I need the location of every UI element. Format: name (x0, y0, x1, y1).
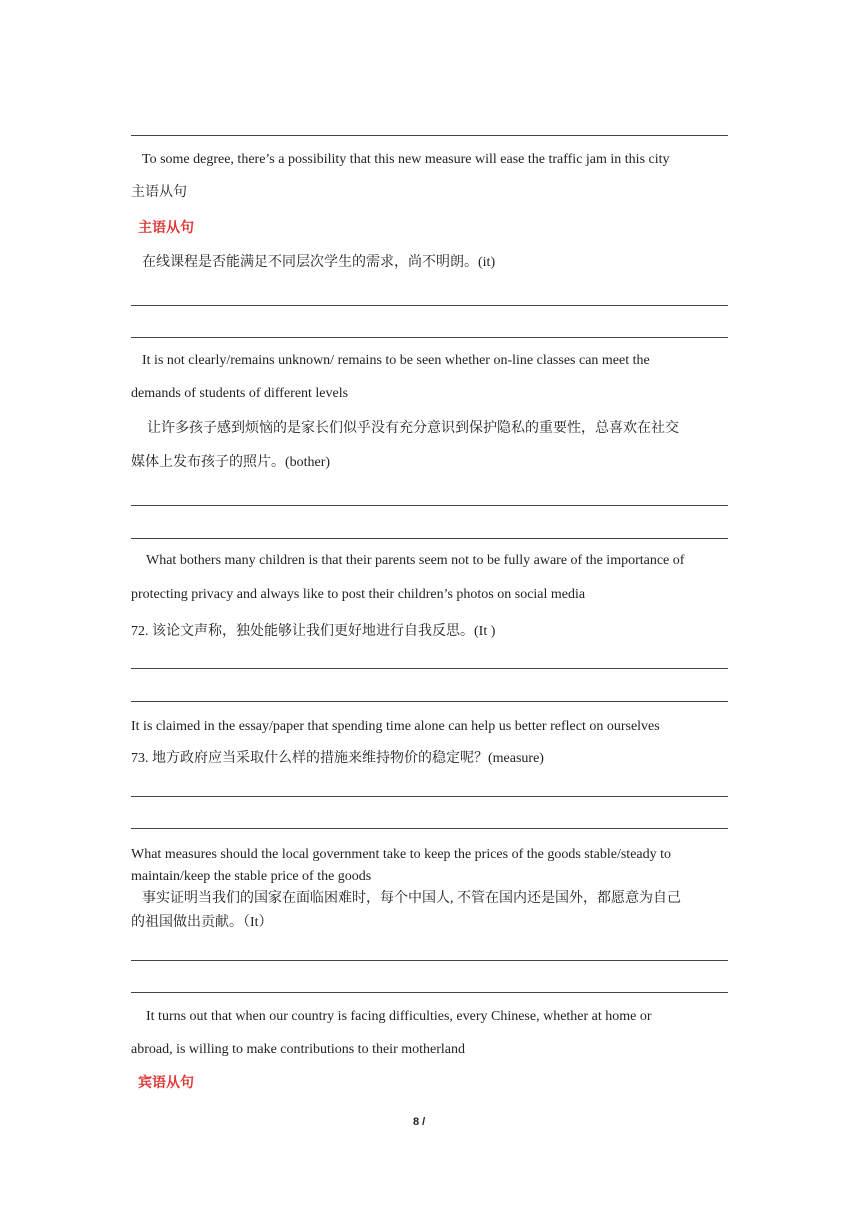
question-prompt: 让许多孩子感到烦恼的是家长们似乎没有充分意识到保护隐私的重要性，总喜欢在社交 (147, 421, 679, 436)
answer-sentence: What bothers many children is that their parents seem not to be fully aware of the importance of (146, 553, 685, 568)
question-prompt: 媒体上发布孩子的照片。(bother) (131, 455, 331, 470)
section-label: 主语从句 (131, 185, 187, 200)
answer-line (131, 796, 728, 797)
answer-sentence: maintain/keep the stable price of the goods (131, 869, 372, 884)
answer-sentence: protecting privacy and always like to post their children’s photos on social media (131, 587, 586, 602)
answer-line (131, 505, 728, 506)
answer-sentence: It is claimed in the essay/paper that spending time alone can help us better reflect on ourselves (131, 719, 660, 734)
page-number: 8 / (413, 1116, 426, 1128)
answer-line (131, 992, 728, 993)
answer-line (131, 538, 728, 539)
answer-sentence: demands of students of different levels (131, 386, 349, 401)
section-heading: 主语从句 (138, 220, 194, 236)
question-prompt: 事实证明当我们的国家在面临困难时，每个中国人, 不管在国内还是国外，都愿意为自己 (142, 891, 681, 906)
question-prompt: 的祖国做出贡献。（It） (131, 915, 273, 930)
answer-line (131, 960, 728, 961)
question-prompt: 在线课程是否能满足不同层次学生的需求，尚不明朗。(it) (142, 255, 496, 270)
answer-line (131, 701, 728, 702)
answer-line (131, 668, 728, 669)
answer-sentence: It is not clearly/remains unknown/ remains to be seen whether on-line classes can meet the (142, 353, 650, 368)
question-prompt: 72. 该论文声称，独处能够让我们更好地进行自我反思。(It ) (131, 624, 496, 639)
answer-line (131, 337, 728, 338)
question-prompt: 73. 地方政府应当采取什么样的措施来维持物价的稳定呢？(measure) (131, 751, 544, 766)
answer-line (131, 135, 728, 136)
answer-sentence: It turns out that when our country is facing difficulties, every Chinese, whether at home or (146, 1009, 652, 1024)
answer-sentence: To some degree, there’s a possibility that this new measure will ease the traffic jam in this city (142, 152, 670, 167)
answer-sentence: What measures should the local government take to keep the prices of the goods stable/steady to (131, 847, 672, 862)
answer-sentence: abroad, is willing to make contributions to their motherland (131, 1042, 465, 1057)
answer-line (131, 828, 728, 829)
section-heading: 宾语从句 (138, 1075, 194, 1091)
answer-line (131, 305, 728, 306)
